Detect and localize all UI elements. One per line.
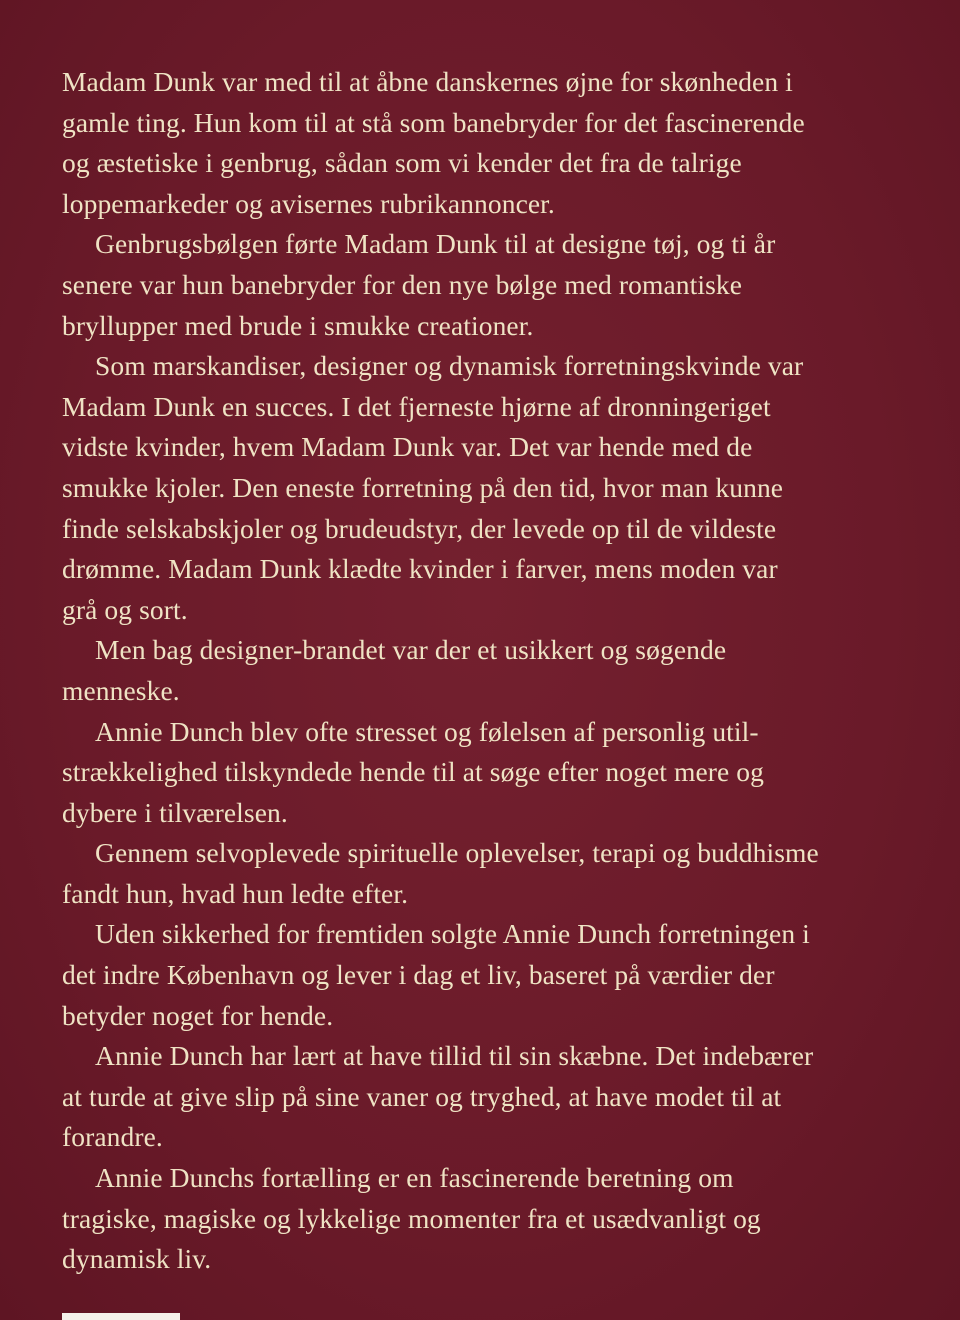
text-line: Gennem selvoplevede spirituelle oplevelser, terapi og buddhisme xyxy=(95,837,819,869)
text-line: tragiske, magiske og lykkelige momenter fra et usædvanligt og xyxy=(62,1202,761,1234)
text-line: bryllupper med brude i smukke creationer. xyxy=(62,309,534,341)
paragraph xyxy=(62,1158,942,1280)
text-line: Madam Dunk en succes. I det fjerneste hjørne af dronningeriget xyxy=(62,390,771,422)
text-line: menneske. xyxy=(62,674,180,706)
text-line: og æstetiske i genbrug, sådan som vi kender det fra de talrige xyxy=(62,147,742,179)
text-line: betyder noget for hende. xyxy=(62,999,334,1031)
text-line: drømme. Madam Dunk klædte kvinder i farver, mens moden var xyxy=(62,553,778,585)
text-line: gamle ting. Hun kom til at stå som banebryder for det fascinerende xyxy=(62,106,805,138)
text-line: dybere i tilværelsen. xyxy=(62,796,288,828)
paragraph xyxy=(62,1036,942,1158)
paragraph xyxy=(62,914,942,1036)
text-line: det indre København og lever i dag et liv, baseret på værdier der xyxy=(62,959,775,991)
text-line: dynamisk liv. xyxy=(62,1243,212,1275)
text-line: Som marskandiser, designer og dynamisk forretningskvinde var xyxy=(95,350,804,382)
text-line: Annie Dunch blev ofte stresset og følelsen af personlig util- xyxy=(95,715,759,747)
paragraph xyxy=(62,62,942,224)
text-line: senere var hun banebryder for den nye bølge med romantiske xyxy=(62,268,743,300)
paragraph xyxy=(62,224,942,346)
barcode-label-strip xyxy=(62,1313,180,1320)
back-cover-blurb xyxy=(62,62,942,1280)
text-line: strækkelighed tilskyndede hende til at søge efter noget mere og xyxy=(62,756,765,788)
text-line: loppemarkeder og avisernes rubrikannoncer. xyxy=(62,187,555,219)
text-line: grå og sort. xyxy=(62,593,188,625)
text-line: Uden sikkerhed for fremtiden solgte Annie Dunch forretningen i xyxy=(95,918,810,950)
text-line: Madam Dunk var med til at åbne danskernes øjne for skønheden i xyxy=(62,66,793,97)
text-line: Annie Dunch har lært at have tillid til sin skæbne. Det indebærer xyxy=(95,1040,814,1072)
text-line: at turde at give slip på sine vaner og tryghed, at have modet til at xyxy=(62,1080,782,1112)
text-line: finde selskabskjoler og brudeudstyr, der levede op til de vildeste xyxy=(62,512,777,544)
paragraph xyxy=(62,712,942,834)
text-line: Annie Dunchs fortælling er en fascinerende beretning om xyxy=(95,1162,734,1194)
text-line: vidste kvinder, hvem Madam Dunk var. Det var hende med de xyxy=(62,431,753,463)
paragraph xyxy=(62,346,942,630)
text-line: fandt hun, hvad hun ledte efter. xyxy=(62,877,409,909)
text-line: Genbrugsbølgen førte Madam Dunk til at designe tøj, og ti år xyxy=(95,228,776,260)
paragraph xyxy=(62,833,942,914)
text-line: smukke kjoler. Den eneste forretning på den tid, hvor man kunne xyxy=(62,471,784,503)
text-line: forandre. xyxy=(62,1121,163,1153)
text-line: Men bag designer-brandet var der et usikkert og søgende xyxy=(95,634,727,666)
paragraph xyxy=(62,630,942,711)
